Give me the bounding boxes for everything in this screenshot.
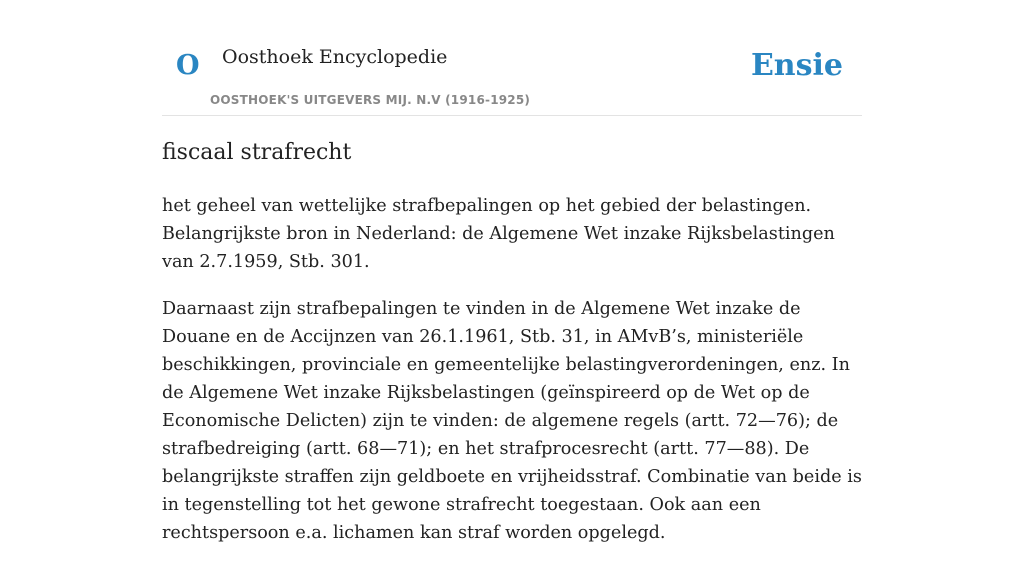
site-header bbox=[162, 0, 862, 116]
site-logo[interactable]: O bbox=[176, 50, 200, 81]
article-body bbox=[162, 192, 866, 566]
site-title-link[interactable]: Oosthoek Encyclopedie bbox=[222, 46, 448, 68]
page-container bbox=[162, 0, 862, 543]
article-title: fiscaal strafrecht bbox=[162, 140, 352, 165]
article-paragraph: het geheel van wettelijke strafbepalingen op het gebied der belastingen. Belangrijkste bron in Nederland: de Algemene Wet inzake Rijksbelastingen van 2.7.1959, Stb. 301. bbox=[162, 196, 835, 272]
site-subtitle: OOSTHOEK'S UITGEVERS MIJ. N.V (1916-1925) bbox=[210, 93, 531, 107]
article-paragraph: Daarnaast zijn strafbepalingen te vinden in de Algemene Wet inzake de Douane en de Accijnzen van 26.1.1961, Stb. 31, in AMvB’s, ministeriële beschikkingen, provinciale en gemeentelijke belastingverordeningen, enz. In de Algemene Wet inzake Rijksbelastingen (geïnspireerd op de Wet op de Economische Delicten) zijn te vinden: de algemene regels (artt. 72—76); de strafbedreiging (artt. 68—71); en het strafprocesrecht (artt. 77—88). De belangrijkste straffen zijn geldboete en vrijheidsstraf. Combinatie van beide is in tegenstelling tot het gewone strafrecht toegestaan. Ook aan een rechtspersoon e.a. lichamen kan straf worden opgelegd. bbox=[162, 299, 862, 543]
ensie-brand-link[interactable]: Ensie bbox=[750, 48, 843, 83]
